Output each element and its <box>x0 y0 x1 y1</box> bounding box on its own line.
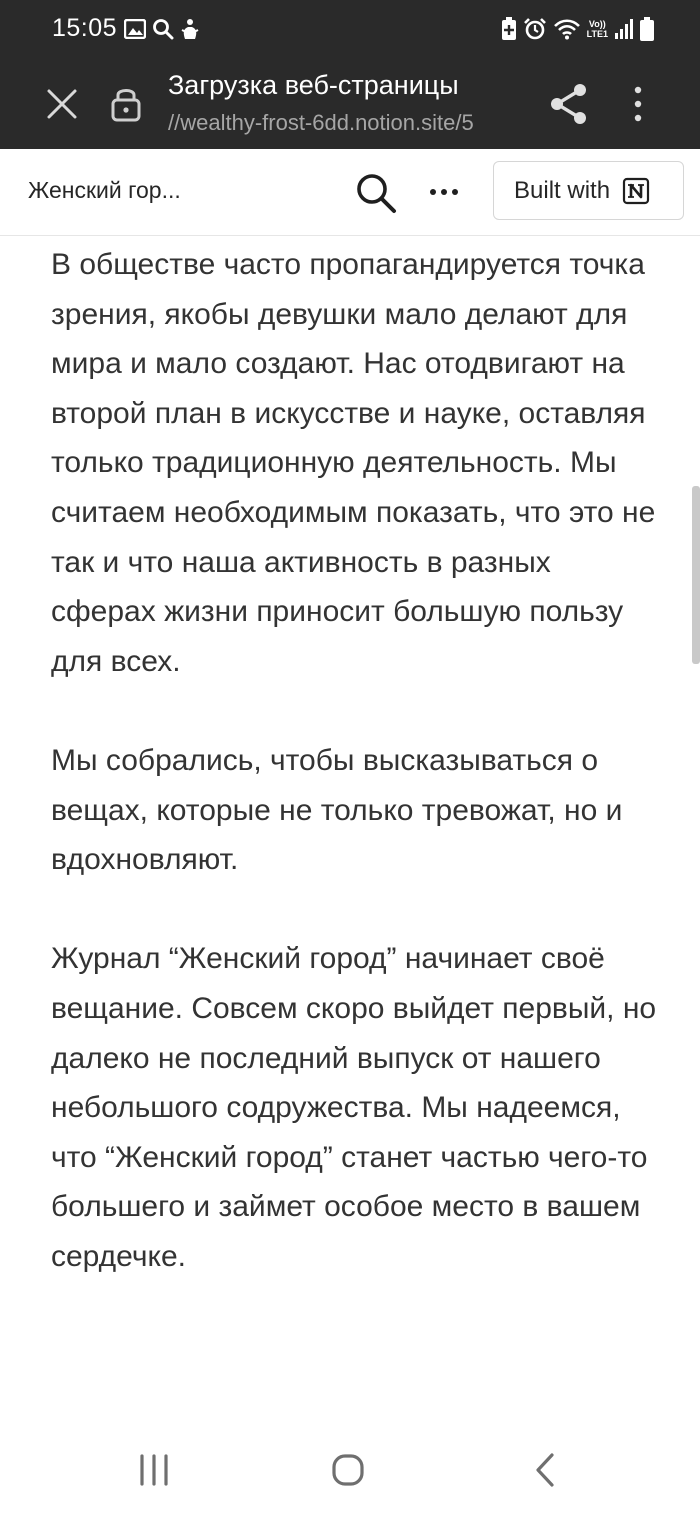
article-paragraph: В обществе часто пропагандируется точка зрения, якобы девушки мало делают для мира и мало создают. Нас отодвигают на второй план в искусстве и науке, оставляя только традиционную деятельность. Мы считаем необходимым показать, что это не так и что наша активность в разных сферах жизни приносит большую пользу для всех. <box>51 248 656 678</box>
share-icon <box>548 82 590 126</box>
close-button[interactable] <box>44 86 80 122</box>
status-bar <box>0 0 700 60</box>
battery-icon <box>640 17 654 41</box>
system-navigation-bar <box>0 1420 700 1517</box>
share-button[interactable] <box>548 82 590 126</box>
wifi-icon <box>553 18 581 40</box>
home-button[interactable] <box>328 1450 368 1490</box>
close-icon <box>44 86 80 122</box>
battery-saver-icon <box>501 17 517 41</box>
more-horizontal-icon <box>426 177 462 207</box>
notion-topbar <box>0 149 700 236</box>
back-button[interactable] <box>528 1450 564 1490</box>
status-right-icons <box>501 14 654 44</box>
volte-bottom-label: LTE1 <box>586 29 608 39</box>
notion-logo-icon <box>622 177 650 205</box>
overflow-menu-button[interactable] <box>626 82 650 126</box>
page-loading-title: Загрузка веб-страницы <box>168 70 459 100</box>
recents-button[interactable] <box>134 1450 174 1490</box>
built-with-label: Built with <box>514 176 611 204</box>
lock-icon <box>110 84 142 122</box>
volte-top-label: Vo)) <box>588 19 606 29</box>
search-icon <box>152 18 174 40</box>
search-button[interactable] <box>354 171 398 215</box>
more-vert-icon <box>626 82 650 126</box>
status-left-icons <box>124 16 200 42</box>
back-icon <box>528 1450 564 1490</box>
more-options-button[interactable] <box>426 177 462 207</box>
built-with-notion-button[interactable] <box>493 161 684 220</box>
recents-icon <box>134 1450 174 1490</box>
article-body <box>51 240 661 1331</box>
article-paragraph: Журнал “Женский город” начинает своё вещание. Совсем скоро выйдет первый, но далеко не последний выпуск от нашего небольшого содружества. Мы надеемся, что “Женский город” станет частью чего-то большего и займет особое место в вашем сердечке. <box>51 942 657 1273</box>
url-text[interactable]: //wealthy-frost-6dd.notion.site/5 <box>168 110 474 135</box>
hand-icon <box>180 18 200 40</box>
notion-page-title[interactable]: Женский гор... <box>28 177 181 203</box>
alarm-icon <box>523 17 547 41</box>
search-icon <box>354 171 398 215</box>
article-paragraph: Мы собрались, чтобы высказываться о вещах, которые не только тревожат, но и вдохновляют. <box>51 743 623 877</box>
gallery-icon <box>124 19 146 39</box>
status-time: 15:05 <box>52 14 118 42</box>
signal-icon <box>614 18 634 40</box>
home-icon <box>328 1450 368 1490</box>
scrollbar-thumb[interactable] <box>692 486 700 664</box>
browser-toolbar <box>0 60 700 149</box>
volte-icon <box>587 19 608 39</box>
